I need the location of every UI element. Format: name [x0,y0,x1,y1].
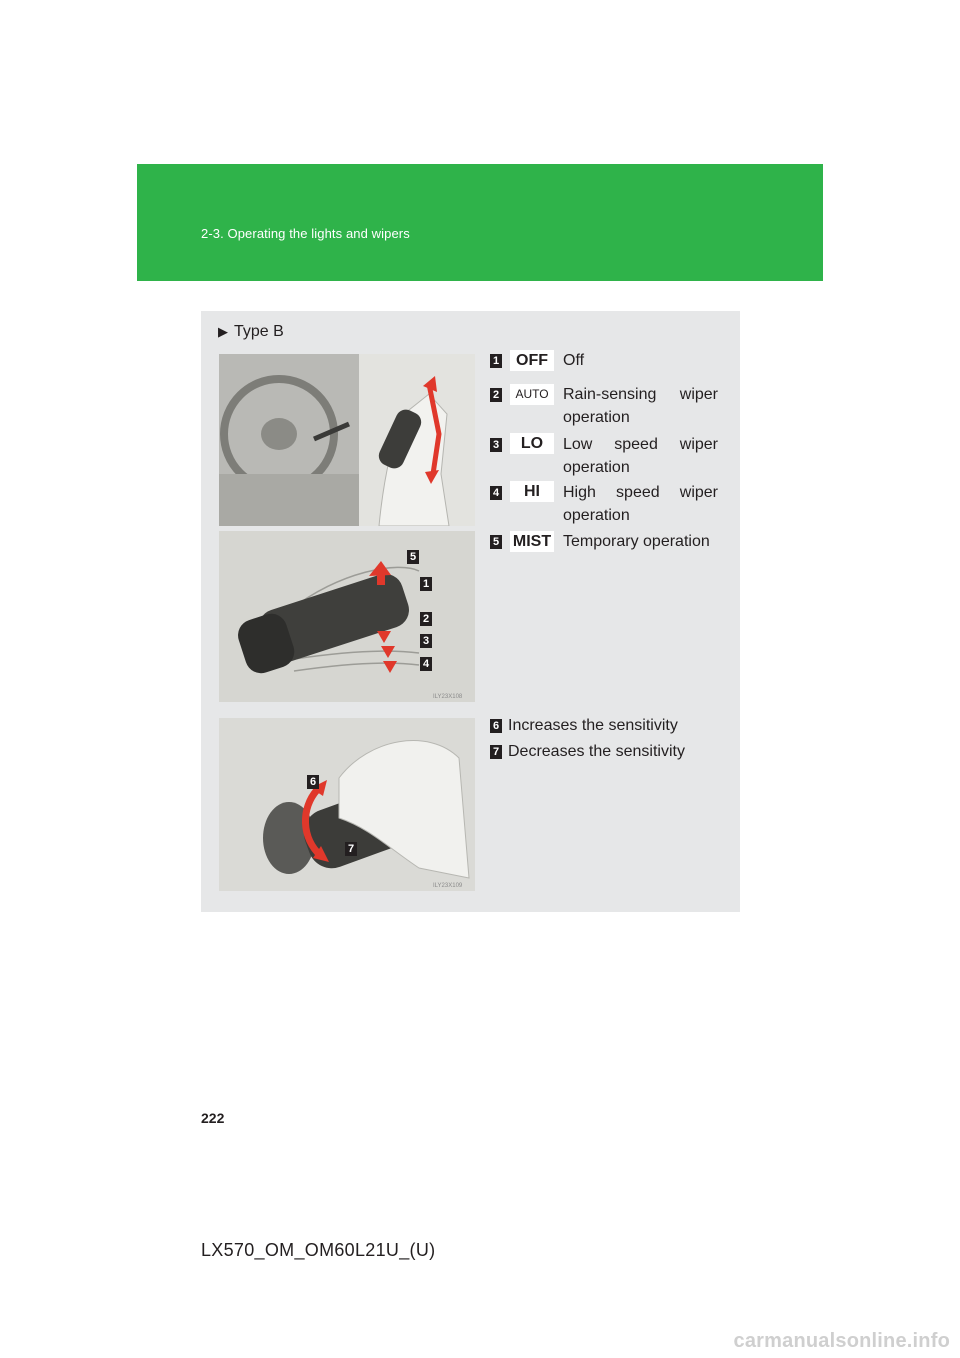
callout-6: 6 [307,775,319,789]
decrease-sensitivity-text: Decreases the sensitivity [508,743,685,760]
mist-badge: MIST [510,531,554,552]
page-number: 222 [201,1110,225,1126]
item-number: 7 [490,745,502,759]
off-badge: OFF [510,350,554,371]
increase-sensitivity-text: Increases the sensitivity [508,717,678,734]
callout-1: 1 [420,577,432,591]
triangle-bullet-icon: ▶ [218,324,228,339]
section-header-bar [137,164,823,281]
callout-2: 2 [420,612,432,626]
watermark[interactable]: carmanualsonline.info [733,1330,950,1352]
lever-positions-figure [219,531,475,702]
item-number: 1 [490,354,502,368]
hi-badge: HI [510,481,554,502]
item-number: 4 [490,486,502,500]
item-text: Off [563,352,585,369]
callout-3: 3 [420,634,432,648]
item-text: High speed wiper operation [563,484,718,524]
item-number: 2 [490,388,502,402]
item-number: 5 [490,535,502,549]
auto-badge: AUTO [510,384,554,405]
type-label-text: Type B [234,323,284,340]
item-text: Temporary operation [563,533,710,550]
item-number: 6 [490,719,502,733]
lo-badge: LO [510,433,554,454]
sensitivity-figure [219,718,475,891]
figure-code: ILY23X109 [433,883,463,889]
footer-code: LX570_OM_OM60L21U_(U) [201,1240,436,1260]
callout-5: 5 [407,550,419,564]
section-title: 2-3. Operating the lights and wipers [201,226,410,241]
callout-4: 4 [420,657,432,671]
figure-code: ILY23X108 [433,694,463,700]
callout-7: 7 [345,842,357,856]
cockpit-figure [219,354,475,526]
type-label [218,323,284,341]
item-text: Low speed wiper operation [563,436,718,476]
item-number: 3 [490,438,502,452]
item-text: Rain-sensing wiper operation [563,386,718,426]
